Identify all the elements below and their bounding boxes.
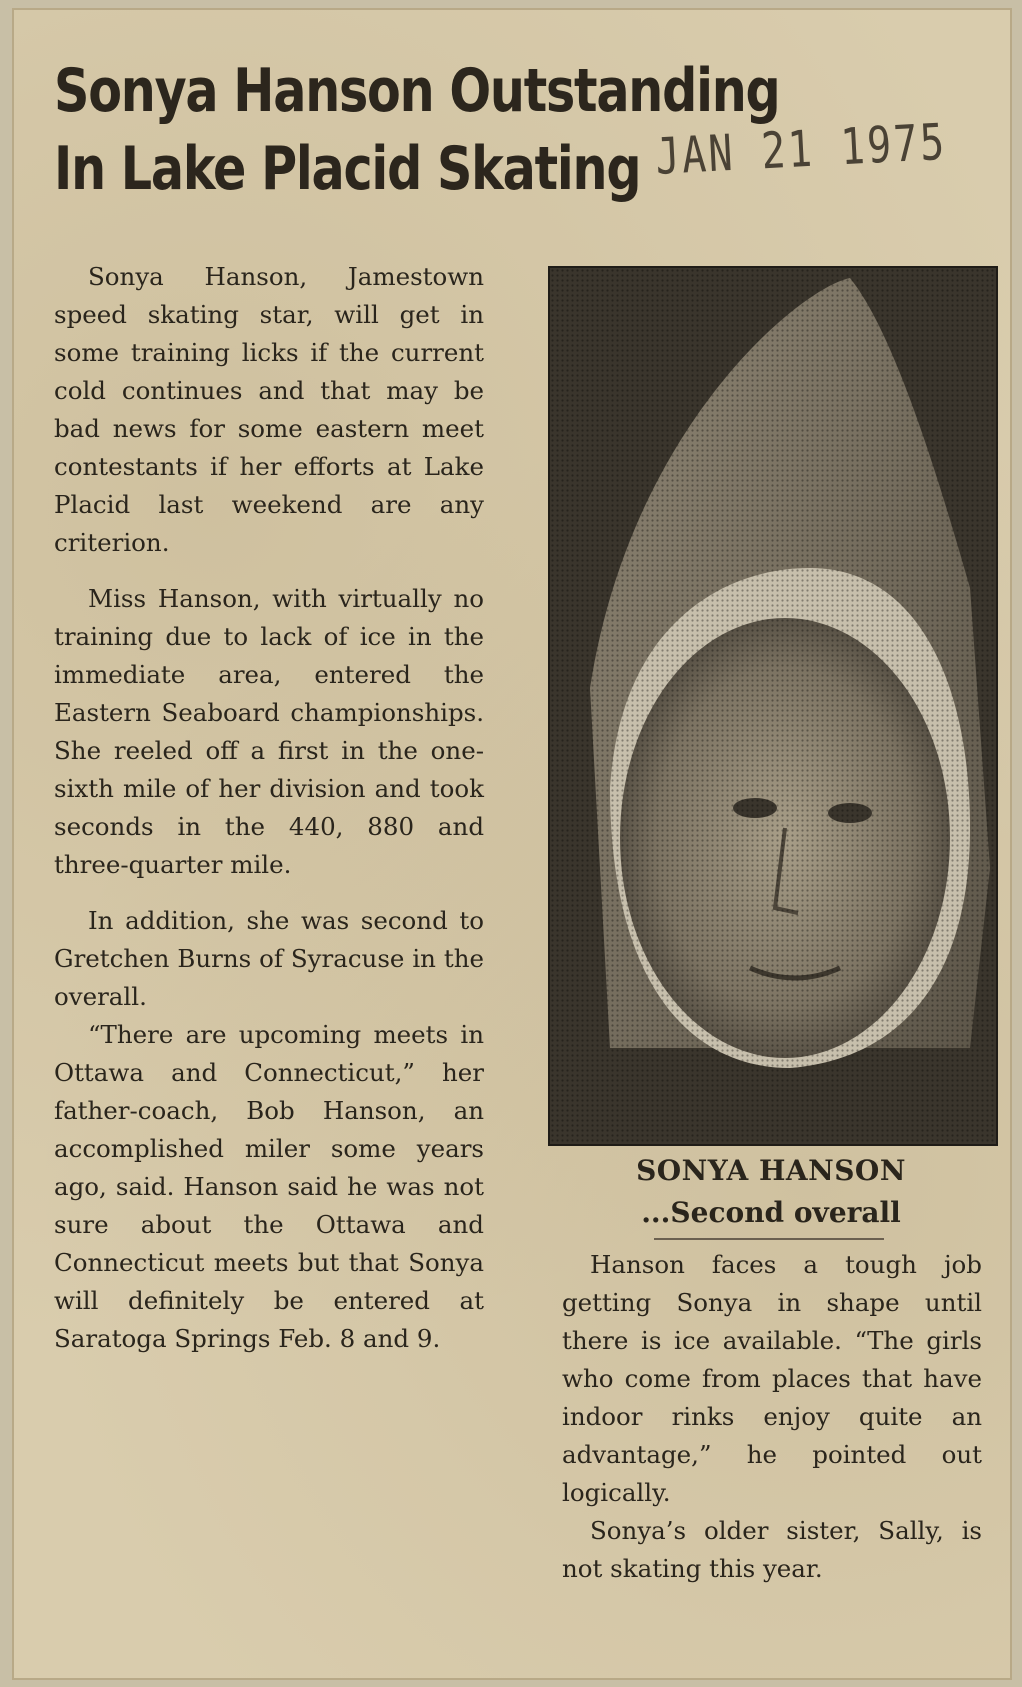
headline-line-2: In Lake Placid Skating: [54, 134, 641, 204]
caption-divider: [654, 1238, 884, 1240]
portrait-photo: [548, 266, 998, 1146]
headline: [54, 52, 780, 208]
portrait-image: [550, 268, 996, 1144]
paragraph: Sonya’s older sister, Sally, is not skating this year.: [562, 1516, 982, 1583]
article-column-right: [562, 1246, 982, 1588]
paragraph: Sonya Hanson, Jamestown speed skating star, will get in some training licks if the current cold continues and that may be bad news for some eastern meet contestants if her efforts at Lake Placid last weekend are any criterion.: [54, 262, 484, 557]
photo-caption-subtitle: ...Second overall: [641, 1196, 901, 1229]
headline-line-1: Sonya Hanson Outstanding: [54, 56, 780, 126]
photo-caption-name: SONYA HANSON: [636, 1154, 906, 1187]
date-stamp: JAN 21 1975: [654, 112, 948, 186]
paragraph: Miss Hanson, with virtually no training due to lack of ice in the immediate area, entered the Eastern Seaboard championships. She reeled off a first in the one-sixth mile of her division and took seconds in the 440, 880 and three-quarter mile.: [54, 584, 484, 879]
paragraph: Hanson faces a tough job getting Sonya in shape until there is ice available. “The girls who come from places that have indoor rinks enjoy quite an advantage,” he pointed out logically.: [562, 1250, 982, 1507]
paragraph: In addition, she was second to Gretchen Burns of Syracuse in the overall.: [54, 906, 484, 1011]
article-column-left: [54, 258, 484, 1376]
newspaper-clipping: [14, 10, 1010, 1678]
paragraph: “There are upcoming meets in Ottawa and Connecticut,” her father-coach, Bob Hanson, an accomplished miler some years ago, said. Hanson said he was not sure about the Ottawa and Connecticut meets but that Sonya will definitely be entered at Saratoga Springs Feb. 8 and 9.: [54, 1020, 484, 1353]
